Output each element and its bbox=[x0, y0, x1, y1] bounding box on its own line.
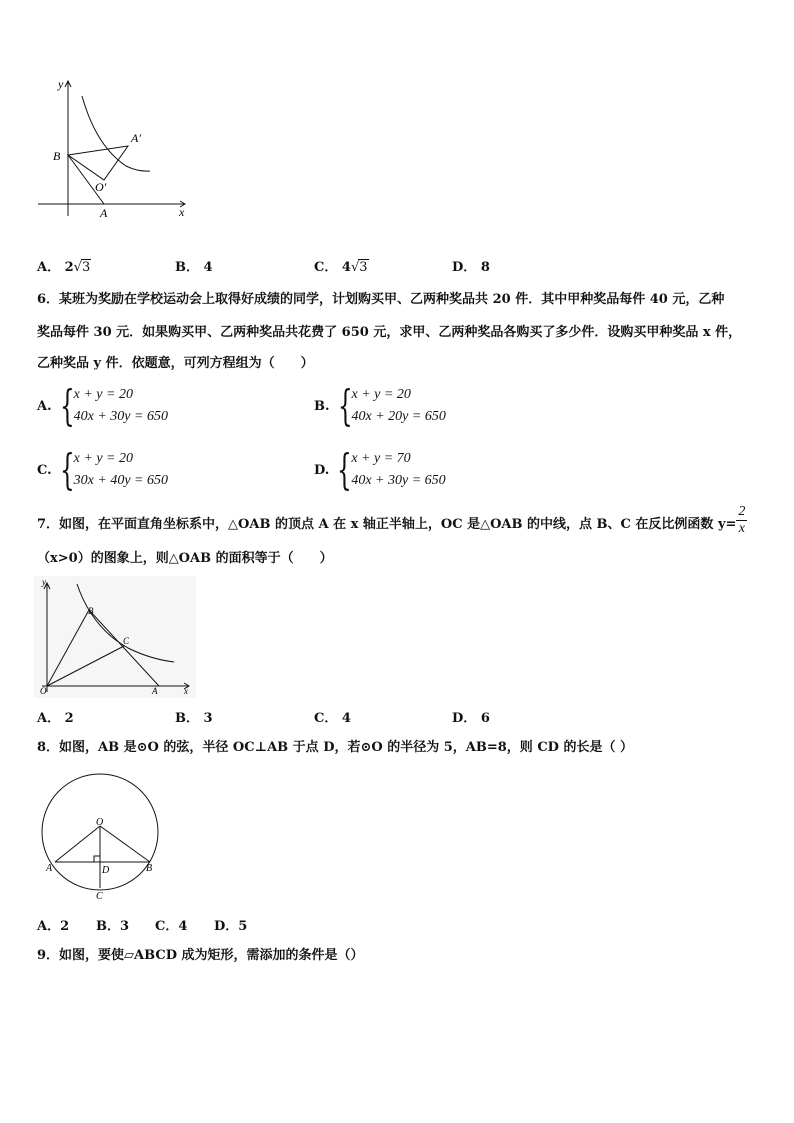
q7-option-c: C． 4 bbox=[314, 711, 351, 726]
q6-option-a: A. { x + y = 20 40x + 30y = 650 bbox=[37, 381, 168, 430]
brace-icon: { bbox=[59, 381, 75, 430]
q6-line-2: 奖品每件 30 元．如果购买甲、乙两种奖品共花费了 650 元，求甲、乙两种奖品各购买了多少件．设购买甲种奖品 x 件， bbox=[37, 325, 742, 340]
q8-label-C: C bbox=[96, 891, 103, 902]
q5-label-O-prime: O′ bbox=[95, 180, 107, 194]
q5-option-c: C． 4√3 bbox=[314, 260, 368, 275]
q8-option-c: C．4 bbox=[155, 919, 188, 934]
q5-option-d: D． 8 bbox=[452, 260, 490, 275]
q5-label-B: B bbox=[53, 149, 61, 163]
q8-label-B: B bbox=[146, 863, 153, 874]
q7-option-a: A． 2 bbox=[37, 711, 74, 726]
brace-icon: { bbox=[337, 445, 353, 494]
brace-icon: { bbox=[337, 381, 353, 430]
q7-label-x: x bbox=[184, 686, 188, 696]
q6-option-b: B. { x + y = 20 40x + 20y = 650 bbox=[314, 381, 446, 430]
q7-label-B: B bbox=[88, 606, 94, 616]
q6-option-d: D. { x + y = 70 40x + 30y = 650 bbox=[314, 445, 446, 494]
q7-label-A: A bbox=[152, 686, 158, 696]
q7-line-2: （x>0）的图象上，则△OAB 的面积等于（ ） bbox=[37, 551, 333, 566]
q5-option-a: A． 2√3 bbox=[37, 260, 91, 275]
q7-label-O: O bbox=[40, 686, 47, 696]
q8-option-a: A．2 bbox=[37, 919, 70, 934]
q5-label-A-prime: A′ bbox=[131, 131, 141, 145]
q8-right-angle-mark bbox=[94, 856, 100, 862]
q6-line-1: 6．某班为奖励在学校运动会上取得好成绩的同学，计划购买甲、乙两种奖品共 20 件．其中甲种奖品每件 40 元，乙种 bbox=[37, 292, 725, 307]
q7-label-y: y bbox=[42, 577, 46, 587]
q5-option-b: B． 4 bbox=[175, 260, 213, 275]
q8-option-b: B．3 bbox=[96, 919, 130, 934]
q8-radius-OB bbox=[100, 826, 150, 862]
q9-question: 9．如图，要使▱ABCD 成为矩形，需添加的条件是（） bbox=[37, 948, 364, 963]
q8-label-D: D bbox=[102, 865, 110, 876]
q5-label-A: A bbox=[100, 206, 108, 220]
q6-option-c: C. { x + y = 20 30x + 40y = 650 bbox=[37, 445, 168, 494]
q8-question: 8．如图，AB 是⊙O 的弦，半径 OC⊥AB 于点 D，若⊙O 的半径为 5，AB=8，则 CD 的长是（ ） bbox=[37, 740, 633, 755]
q7-line-1: 7．如图，在平面直角坐标系中，△OAB 的顶点 A 在 x 轴正半轴上，OC 是△OAB 的中线，点 B、C 在反比例函数 y= $\frac{2}{x}$ bbox=[37, 504, 746, 536]
q8-figure bbox=[40, 768, 162, 904]
q7-label-C: C bbox=[123, 636, 130, 646]
q5-label-y: y bbox=[58, 77, 64, 91]
q5-triangle-BA'O' bbox=[68, 146, 128, 180]
q5-figure bbox=[34, 76, 194, 222]
q7-option-d: D． 6 bbox=[452, 711, 490, 726]
brace-icon: { bbox=[59, 445, 75, 494]
q8-radius-OA bbox=[55, 826, 100, 862]
q6-line-3: 乙种奖品 y 件．依题意，可列方程组为（ ） bbox=[37, 356, 314, 371]
q5-label-x: x bbox=[179, 205, 185, 219]
q8-label-O: O bbox=[96, 817, 104, 828]
q7-figure bbox=[34, 576, 196, 698]
q7-option-b: B． 3 bbox=[175, 711, 213, 726]
q8-option-d: D．5 bbox=[214, 919, 248, 934]
q8-label-A: A bbox=[46, 863, 53, 874]
q7-fraction: $\frac{2}{x}$ bbox=[738, 504, 746, 536]
